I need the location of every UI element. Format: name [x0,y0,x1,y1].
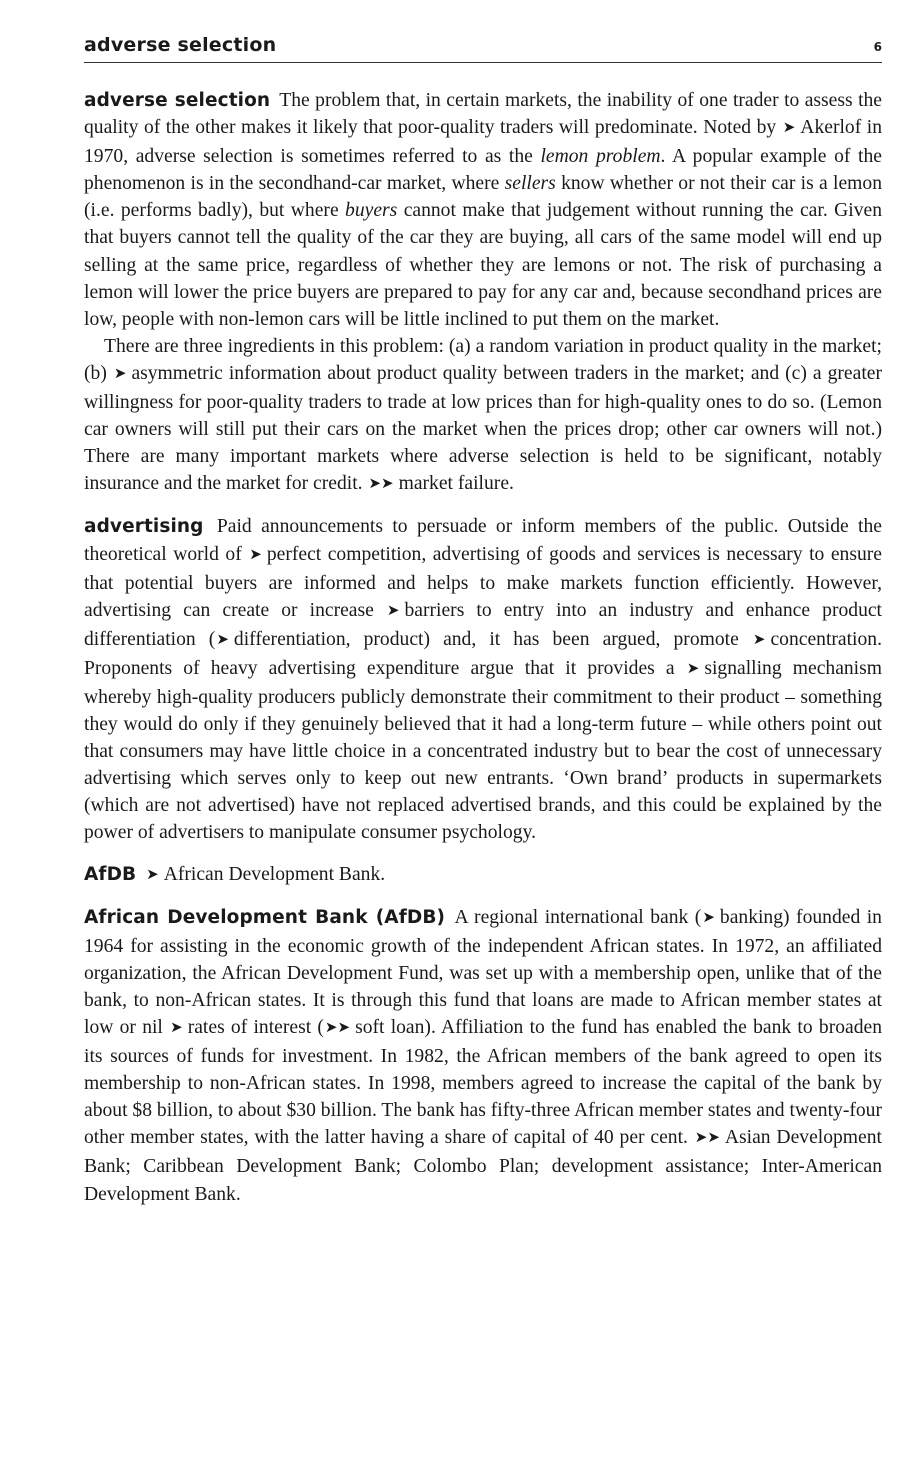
text-run: know whether or not their car is a lemon (i.e. performs badly), but where [84,173,882,222]
cross-reference-arrow-icon: ➤ [249,546,262,563]
entry-paragraph [84,861,882,890]
text-run: banking) founded in 1964 for assisting in the economic growth of the independent African states. In 1972, an affiliated organization, the African Development Fund, was set up with a membership open, unlike that of the bank, to non-African states. It is through this fund that loans are made to African member states at low or nil [84,906,882,1038]
text-run: concentration. Proponents of heavy advertising expenditure argue that it provides a [84,628,882,679]
headword: AfDB [84,863,137,885]
text-run: . A popular example of the phenomenon is in the secondhand-car market, where [84,146,882,195]
cross-reference-arrow-icon: ➤ [702,909,715,926]
italic-term: buyers [345,200,398,222]
entry-afdb [84,861,882,890]
cross-reference-arrow-icon: ➤ [113,365,127,382]
cross-reference-arrow-icon: ➤ [752,631,766,648]
see-also-arrows-icon: ➤➤ [368,476,394,493]
text-run: There are three ingredients in this problem: (a) a random variation in product quality in the market; (b) [84,335,882,384]
entry-paragraph [84,904,882,1208]
text-run: soft loan). Affiliation to the fund has enabled the bank to broaden its sources of funds for investment. In 1982, the African members of the bank agreed to open its membership to non-African states. In 1998, members agreed to increase the capital of the bank by about $8 billion, to about $30 billion. The bank has fifty-three African member states and twenty-four other member states, with the latter having a share of capital of 40 per cent. [84,1017,883,1149]
entry-paragraph [84,513,882,846]
dictionary-page [84,34,882,1222]
text-run: barriers to entry into an industry and enhance product differentiation ( [84,599,883,650]
text-run: cannot make that judgement without running the car. Given that buyers cannot tell the quality of the car they are buying, all cars of the same model will end up selling at the same price, regardless of whether they are lemons or not. The risk of purchasing a lemon will lower the price buyers are prepared to pay for any car and, because secondhand prices are low, people with non-lemon cars will be little inclined to put them on the market. [84,200,883,330]
entry-list [84,87,882,1208]
cross-reference-arrow-icon: ➤ [216,631,229,648]
italic-term: sellers [504,173,556,195]
text-run: The problem that, in certain markets, the inability of one trader to assess the quality of the other makes it likely that poor-quality traders will predominate. Noted by [84,90,883,139]
cross-reference-arrow-icon: ➤ [686,660,700,677]
cross-reference-arrow-icon: ➤ [170,1020,183,1036]
headword: advertising [84,516,204,538]
entry-paragraph [84,333,882,500]
entry-paragraph [84,87,882,333]
italic-term: lemon problem [540,146,661,168]
text-run: Paid announcements to persuade or inform members of the public. Outside the theoretical world of [84,516,882,565]
entry-advertising [84,513,882,846]
text-run: market failure. [398,473,514,495]
text-run: rates of interest ( [187,1017,324,1038]
cross-reference-arrow-icon: ➤ [386,602,400,619]
text-run: African Development Bank. [163,863,386,885]
page-number: 6 [873,40,882,54]
text-run: perfect competition, advertising of goods and services is necessary to ensure that potential buyers are informed and helps to make markets function efficiently. However, advertising can create or increase [84,543,882,621]
headword: African Development Bank (AfDB) [84,906,446,928]
running-head-title: adverse selection [84,34,277,56]
headword: adverse selection [84,90,271,111]
text-run: signalling mechanism whereby high-quality producers publicly demonstrate their commitment to their product – something they would do only if they genuinely believed that it had a long-term future – while others point out that consumers may have little choice in a concentrated industry but to bear the cost of unnecessary advertising which serves only to keep out new entrants. ‘Own brand’ products in supermarkets (which are not advertised) have not replaced advertised brands, and this could be explained by the power of advertisers to manipulate consumer psychology. [84,657,882,844]
running-head [84,34,882,63]
see-also-arrows-icon: ➤➤ [324,1020,351,1036]
text-run: A regional international bank ( [454,906,702,928]
see-also-arrows-icon: ➤➤ [694,1130,720,1147]
cross-reference-arrow-icon: ➤ [146,866,159,883]
text-run: differentiation, product) and, it has been argued, promote [233,628,752,650]
cross-reference-arrow-icon: ➤ [782,120,796,137]
entry-african-development-bank [84,904,882,1208]
text-run: asymmetric information about product quality between traders in the market; and (c) a greater willingness for poor-quality traders to trade at low prices than for high-quality ones to do so. (Lemon car owners will still put their cars on the market when the prices drop; other car owners will not.) There are many important markets where adverse selection is held to be significant, notably insurance and the market for credit. [84,362,882,495]
entry-adverse-selection [84,87,882,499]
text-run: Asian Development Bank; Caribbean Development Bank; Colombo Plan; development assistance; Inter-American Development Bank. [84,1127,882,1205]
text-run: Akerlof in 1970, adverse selection is sometimes referred to as the [84,117,882,168]
